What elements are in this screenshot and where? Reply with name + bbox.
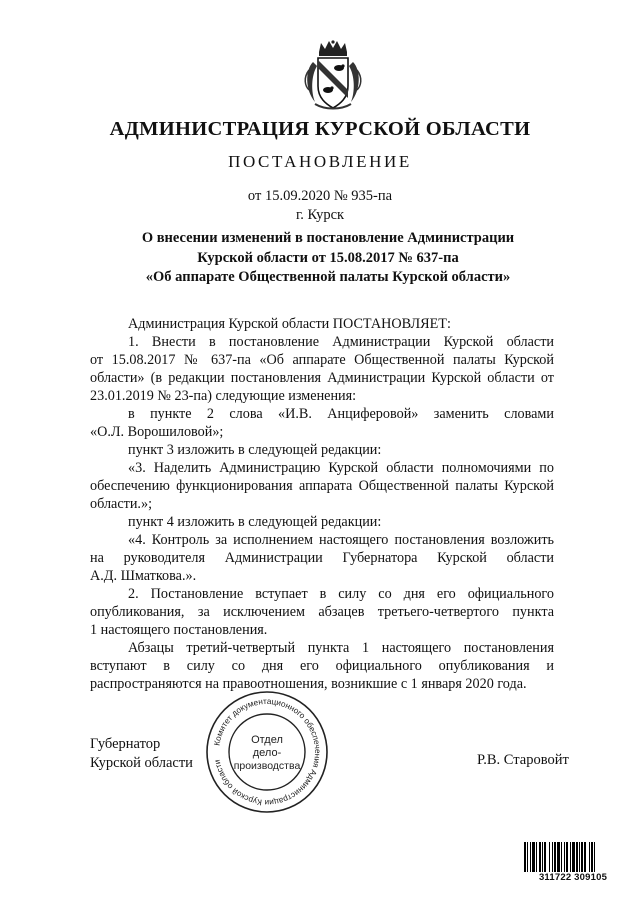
body-line: А.Д. Шматкова.». [90,568,197,584]
body-line: на руководителя Администрации Губернатора Курской области [90,550,554,566]
stamp-center-line: производства [233,760,301,772]
document-barcode [523,842,623,892]
document-date-number: от 15.09.2020 № 935-па [247,188,393,204]
stamp-ring-text: Комитет документационного обеспечения Администрации Курской области [212,696,323,808]
subject-line: Курской области от 15.08.2017 № 637-па [197,249,459,266]
document-subject [88,229,568,288]
body-line: Абзацы третий-четвертый пункта 1 настоящего постановления [128,640,554,656]
body-line: в пункте 2 слова «И.В. Анциферовой» заменить словами [128,406,554,422]
barcode-bar [539,842,541,872]
signatory-name: Р.В. Старовойт [477,752,569,768]
document-type: ПОСТАНОВЛЕНИЕ [228,152,412,171]
body-line: распространяются на правоотношения, возникшие с 1 января 2020 года. [90,676,527,692]
barcode-bar [530,842,531,872]
body-line: вступают в силу со дня его официального опубликования и [90,658,554,674]
barcode-bar [570,842,571,872]
barcode-bar [554,842,556,872]
body-line: от 15.08.2017 № 637-па «Об аппарате Общественной палаты Курской [90,352,554,368]
office-stamp [205,690,329,814]
barcode-bar [564,842,565,872]
barcode-bar [581,842,583,872]
body-line: «О.Л. Ворошиловой»; [90,424,224,440]
coat-of-arms-emblem [303,40,363,112]
body-line: 1 настоящего постановления. [90,622,268,638]
body-line: «4. Контроль за исполнением настоящего постановления возложить [128,532,554,548]
barcode-bar [544,842,546,872]
barcode-bar [549,842,550,872]
stamp-center-line: дело- [252,747,282,759]
barcode-bar [552,842,553,872]
barcode-bar [527,842,528,872]
organization-title: АДМИНИСТРАЦИЯ КУРСКОЙ ОБЛАСТИ [109,118,531,140]
subject-line: О внесении изменений в постановление Администрации [141,230,515,246]
barcode-bar [536,842,537,872]
body-line: пункт 4 изложить в следующей редакции: [128,514,382,530]
signatory-position-line: Губернатор [90,736,161,752]
document-city: г. Курск [295,207,345,223]
barcode-bar [557,842,560,872]
barcode-bar [524,842,526,872]
barcode-bar [584,842,586,872]
barcode-bar [561,842,562,872]
body-line: обеспечению функционирования аппарата Общественной палаты Курской [90,478,554,494]
body-line: 2. Постановление вступает в силу со дня его официального [128,586,554,602]
signatory-position-line: Курской области [90,754,193,771]
barcode-bar [566,842,568,872]
barcode-bar [572,842,575,872]
body-line: пункт 3 изложить в следующей редакции: [128,442,382,458]
body-line: опубликования, за исключением абзацев третьего-четвертого пункта [90,604,554,620]
barcode-bar [542,842,543,872]
barcode-number: 311722 309105 [523,872,623,883]
body-line: «3. Наделить Администрацию Курской области полномочиями по [128,460,554,476]
stamp-center-line: Отдел [251,734,283,746]
barcode-bar [594,842,595,872]
barcode-bar [589,842,590,872]
subject-line: «Об аппарате Общественной палаты Курской области» [145,269,511,285]
barcode-bar [532,842,535,872]
body-line: области» (в редакции постановления Администрации Курской области от [90,370,554,386]
body-line: 23.01.2019 № 23-па) следующие изменения: [90,388,357,404]
signatory-position [90,735,193,772]
barcode-bar [576,842,578,872]
body-line: 1. Внести в постановление Администрации Курской области [128,334,554,350]
body-line: Администрация Курской области ПОСТАНОВЛЯЕТ: [128,316,451,332]
body-line: области.»; [90,496,153,512]
barcode-bar [579,842,580,872]
barcode-bar [591,842,593,872]
